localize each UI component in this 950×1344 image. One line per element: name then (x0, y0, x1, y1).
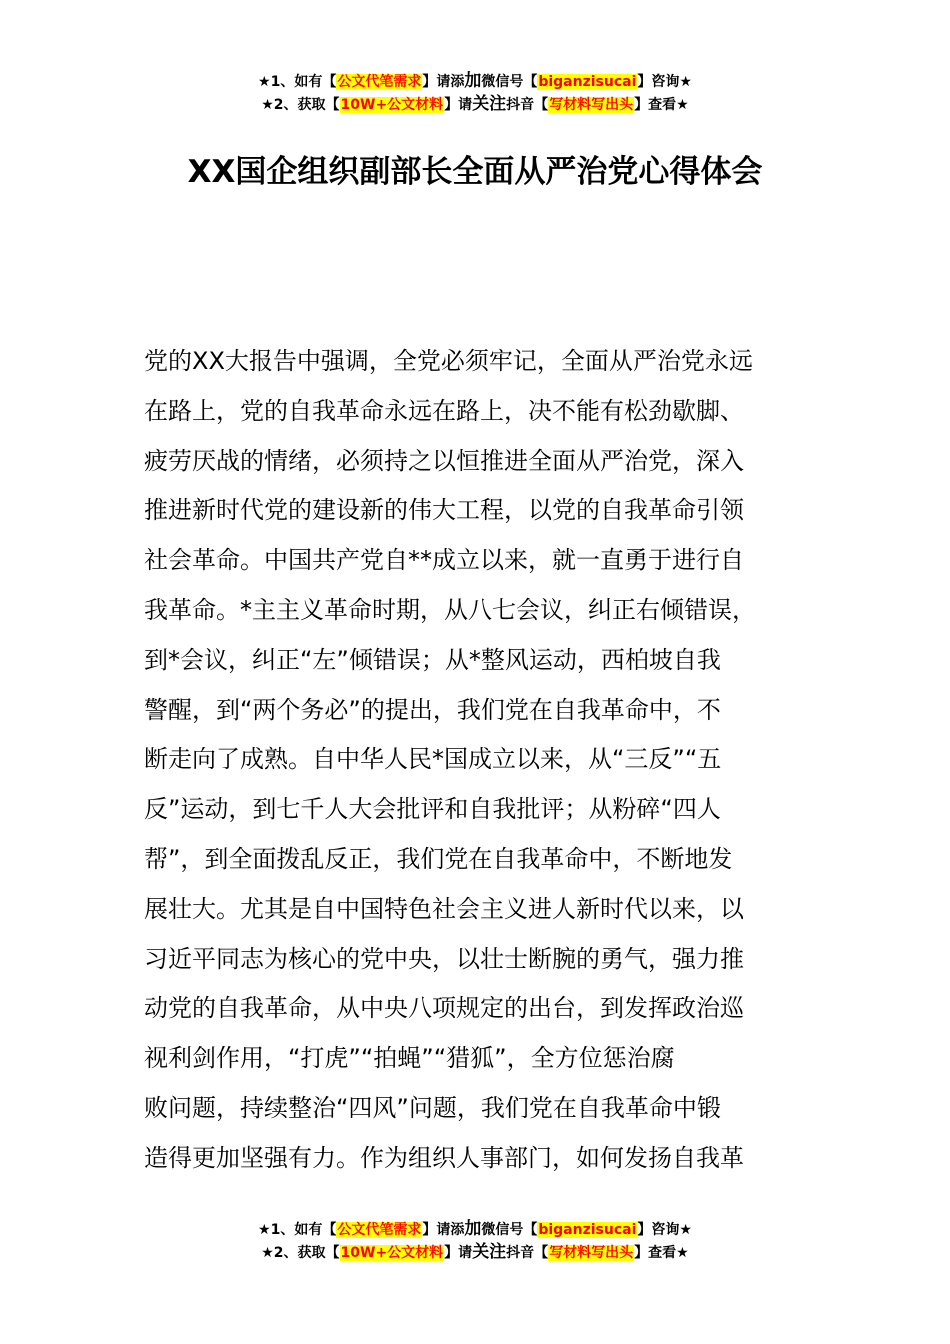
body-line: 我革命。*主主义革命时期，从八七会议，纠正右倾错误， (144, 595, 756, 624)
body-line: 到*会议，纠正“左”倾错误；从*整风运动，西柏坡自我 (144, 645, 721, 674)
body-line: 展壮大。尤其是自中国特色社会主义进人新时代以来，以 (144, 894, 744, 923)
promo-line-2: ★2、获取【10W+公文材料】请关注抖音【写材料写出头】查看★ (261, 94, 689, 114)
promo-line-1: ★1、如有【公文代笔需求】请添加微信号【biganzisucai】咨询★ (258, 71, 692, 91)
body-line: 在路上，党的自我革命永远在路上，决不能有松劲歇脚、 (144, 396, 744, 425)
body-line: 习近平同志为核心的党中央，以壮士断腕的勇气，强力推 (144, 944, 744, 973)
body-line: 视利剑作用，“打虎”“拍蝇”“猎狐”，全方位惩治腐 (144, 1044, 675, 1073)
promo-line-2: ★2、获取【10W+公文材料】请关注抖音【写材料写出头】查看★ (261, 1242, 689, 1262)
wechat-id-highlight: biganzisucai (538, 1222, 637, 1238)
body-line: 推进新时代党的建设新的伟大工程，以党的自我革命引领 (144, 496, 744, 525)
douyin-id-highlight: 写材料写出头 (549, 1245, 634, 1261)
promo-line-1: ★1、如有【公文代笔需求】请添加微信号【biganzisucai】咨询★ (258, 1219, 692, 1239)
body-line: 败问题，持续整治“四风”问题，我们党在自我革命中锻 (144, 1093, 721, 1122)
body-line: 反”运动，到七千人大会批评和自我批评；从粉碎“四人 (144, 795, 721, 824)
body-line: 动党的自我革命，从中央八项规定的出台，到发挥政治巡 (144, 994, 744, 1023)
document-body-paragraph (144, 337, 808, 1184)
promo-highlight: 公文代笔需求 (337, 1222, 422, 1238)
body-line: 疲劳厌战的情绪，必须持之以恒推进全面从严治党，深入 (144, 446, 744, 475)
body-line: 断走向了成熟。自中华人民*国成立以来，从“三反”“五 (144, 745, 722, 774)
douyin-id-highlight: 写材料写出头 (549, 97, 634, 113)
body-line: 社会革命。中国共产党自**成立以来，就一直勇于进行自 (144, 546, 744, 575)
body-line: 帮”，到全面拨乱反正，我们党在自我革命中，不断地发 (144, 844, 733, 873)
top-promo-banner (0, 70, 950, 116)
promo-highlight: 10W+公文材料 (340, 97, 444, 113)
promo-highlight: 10W+公文材料 (340, 1245, 444, 1261)
promo-highlight: 公文代笔需求 (337, 74, 422, 90)
body-line: 警醒，到“两个务必”的提出，我们党在自我革命中，不 (144, 695, 721, 724)
document-title: XX国企组织副部长全面从严治党心得体会 (187, 154, 763, 190)
body-line: 造得更加坚强有力。作为组织人事部门，如何发扬自我革 (144, 1143, 744, 1172)
bottom-promo-banner (0, 1218, 950, 1264)
wechat-id-highlight: biganzisucai (538, 74, 637, 90)
body-line: 党的XX大报告中强调，全党必须牢记，全面从严治党永远 (144, 347, 753, 375)
